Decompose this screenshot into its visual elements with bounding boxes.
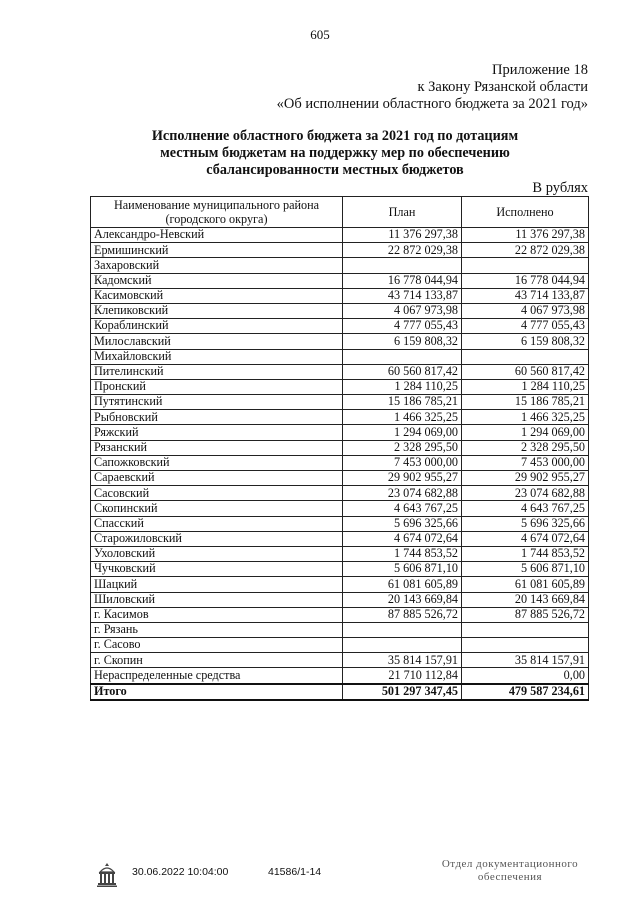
cell-name: Милославский [91,334,343,349]
cell-actual: 4 674 072,64 [462,531,589,546]
table-row [91,592,589,607]
cell-name: Ряжский [91,425,343,440]
table-row [91,334,589,349]
appendix-line-2: к Закону Рязанской области [417,79,588,95]
units-label: В рублях [532,180,588,196]
footer [0,858,640,892]
cell-actual: 4 643 767,25 [462,501,589,516]
title-line-1: Исполнение областного бюджета за 2021 год по дотациям [151,128,519,144]
cell-actual: 6 159 808,32 [462,334,589,349]
cell-name: Касимовский [91,288,343,303]
budget-table [90,196,589,701]
table-row [91,440,589,455]
table-row [91,471,589,486]
cell-name: Захаровский [91,258,343,273]
cell-plan: 2 328 295,50 [343,440,462,455]
cell-plan: 1 744 853,52 [343,546,462,561]
department-line-1: Отдел документационного [441,858,579,870]
table-row [91,364,589,379]
cell-plan: 87 885 526,72 [343,607,462,622]
table-row [91,349,589,364]
cell-name: Пронский [91,379,343,394]
cell-actual: 23 074 682,88 [462,486,589,501]
table-row [91,273,589,288]
cell-actual [462,622,589,637]
total-plan: 501 297 347,45 [343,684,462,700]
cell-plan: 61 081 605,89 [343,577,462,592]
table-row [91,288,589,303]
table-row [91,258,589,273]
cell-name: Ермишинский [91,243,343,258]
cell-plan: 5 606 871,10 [343,562,462,577]
cell-actual: 4 067 973,98 [462,303,589,318]
table-row [91,379,589,394]
document-title [90,128,580,179]
table-row [91,501,589,516]
cell-actual: 22 872 029,38 [462,243,589,258]
cell-actual: 43 714 133,87 [462,288,589,303]
cell-name: Нераспределенные средства [91,668,343,684]
table-row [91,303,589,318]
cell-name: г. Сасово [91,638,343,653]
cell-actual: 1 284 110,25 [462,379,589,394]
header-plan: План [343,197,462,228]
department-line-2: обеспечения [477,871,543,883]
table-row [91,638,589,653]
cell-actual: 87 885 526,72 [462,607,589,622]
cell-actual: 4 777 055,43 [462,319,589,334]
cell-plan: 29 902 955,27 [343,471,462,486]
cell-name: Пителинский [91,364,343,379]
cell-name: Шацкий [91,577,343,592]
cell-plan: 5 696 325,66 [343,516,462,531]
cell-name: Чучковский [91,562,343,577]
cell-name: Шиловский [91,592,343,607]
stamp-doc-number: 41586/1-14 [268,866,322,878]
total-actual: 479 587 234,61 [462,684,589,700]
cell-plan: 4 643 767,25 [343,501,462,516]
duma-emblem-icon [96,862,118,888]
table-row [91,243,589,258]
cell-plan [343,622,462,637]
table-row [91,228,589,243]
cell-actual: 2 328 295,50 [462,440,589,455]
cell-actual: 1 744 853,52 [462,546,589,561]
cell-actual: 16 778 044,94 [462,273,589,288]
table-row [91,395,589,410]
page-number: 605 [310,27,330,42]
table-row [91,531,589,546]
total-row [91,684,589,700]
appendix-line-3: «Об исполнении областного бюджета за 2021 год» [276,96,588,112]
cell-plan: 4 674 072,64 [343,531,462,546]
department-stamp [440,858,580,884]
cell-name: Кораблинский [91,319,343,334]
cell-actual: 5 696 325,66 [462,516,589,531]
cell-plan [343,349,462,364]
cell-actual: 20 143 669,84 [462,592,589,607]
cell-name: Спасский [91,516,343,531]
table-row [91,425,589,440]
cell-actual: 1 466 325,25 [462,410,589,425]
cell-actual: 15 186 785,21 [462,395,589,410]
cell-plan: 43 714 133,87 [343,288,462,303]
cell-plan: 35 814 157,91 [343,653,462,668]
cell-actual [462,258,589,273]
cell-name: Рыбновский [91,410,343,425]
table-row [91,668,589,684]
table-row [91,546,589,561]
cell-actual: 60 560 817,42 [462,364,589,379]
stamp-date: 30.06.2022 10:04:00 [132,866,229,878]
appendix-header [277,62,588,113]
cell-name: Кадомский [91,273,343,288]
header-name: Наименование муниципального района (городского округа) [91,197,343,228]
table-row [91,622,589,637]
cell-plan: 15 186 785,21 [343,395,462,410]
cell-plan: 7 453 000,00 [343,455,462,470]
cell-name: г. Рязань [91,622,343,637]
cell-plan: 21 710 112,84 [343,668,462,684]
cell-name: г. Касимов [91,607,343,622]
cell-name: Рязанский [91,440,343,455]
cell-name: Скопинский [91,501,343,516]
cell-plan: 4 067 973,98 [343,303,462,318]
cell-plan: 1 294 069,00 [343,425,462,440]
cell-actual [462,349,589,364]
table-row [91,562,589,577]
table-row [91,455,589,470]
cell-name: Александро-Невский [91,228,343,243]
table-row [91,319,589,334]
table-header-row [91,197,589,228]
cell-name: Сапожковский [91,455,343,470]
cell-plan: 1 284 110,25 [343,379,462,394]
cell-name: Клепиковский [91,303,343,318]
table-row [91,607,589,622]
table-row [91,486,589,501]
cell-plan: 1 466 325,25 [343,410,462,425]
cell-actual [462,638,589,653]
table-row [91,516,589,531]
cell-plan: 60 560 817,42 [343,364,462,379]
cell-plan [343,638,462,653]
cell-actual: 1 294 069,00 [462,425,589,440]
cell-plan [343,258,462,273]
cell-name: Сараевский [91,471,343,486]
title-line-2: местным бюджетам на поддержку мер по обеспечению [160,145,510,161]
cell-actual: 61 081 605,89 [462,577,589,592]
cell-actual: 11 376 297,38 [462,228,589,243]
cell-actual: 0,00 [462,668,589,684]
cell-plan: 4 777 055,43 [343,319,462,334]
cell-name: Сасовский [91,486,343,501]
title-line-3: сбалансированности местных бюджетов [206,162,464,178]
cell-actual: 35 814 157,91 [462,653,589,668]
table-row [91,410,589,425]
cell-plan: 16 778 044,94 [343,273,462,288]
cell-name: г. Скопин [91,653,343,668]
total-name: Итого [91,684,343,700]
cell-actual: 7 453 000,00 [462,455,589,470]
table-row [91,577,589,592]
cell-name: Михайловский [91,349,343,364]
appendix-line-1: Приложение 18 [492,62,588,78]
cell-plan: 11 376 297,38 [343,228,462,243]
cell-name: Ухоловский [91,546,343,561]
cell-plan: 23 074 682,88 [343,486,462,501]
cell-actual: 5 606 871,10 [462,562,589,577]
cell-actual: 29 902 955,27 [462,471,589,486]
header-actual: Исполнено [462,197,589,228]
cell-name: Путятинский [91,395,343,410]
cell-name: Старожиловский [91,531,343,546]
table-row [91,653,589,668]
cell-plan: 6 159 808,32 [343,334,462,349]
cell-plan: 22 872 029,38 [343,243,462,258]
cell-plan: 20 143 669,84 [343,592,462,607]
